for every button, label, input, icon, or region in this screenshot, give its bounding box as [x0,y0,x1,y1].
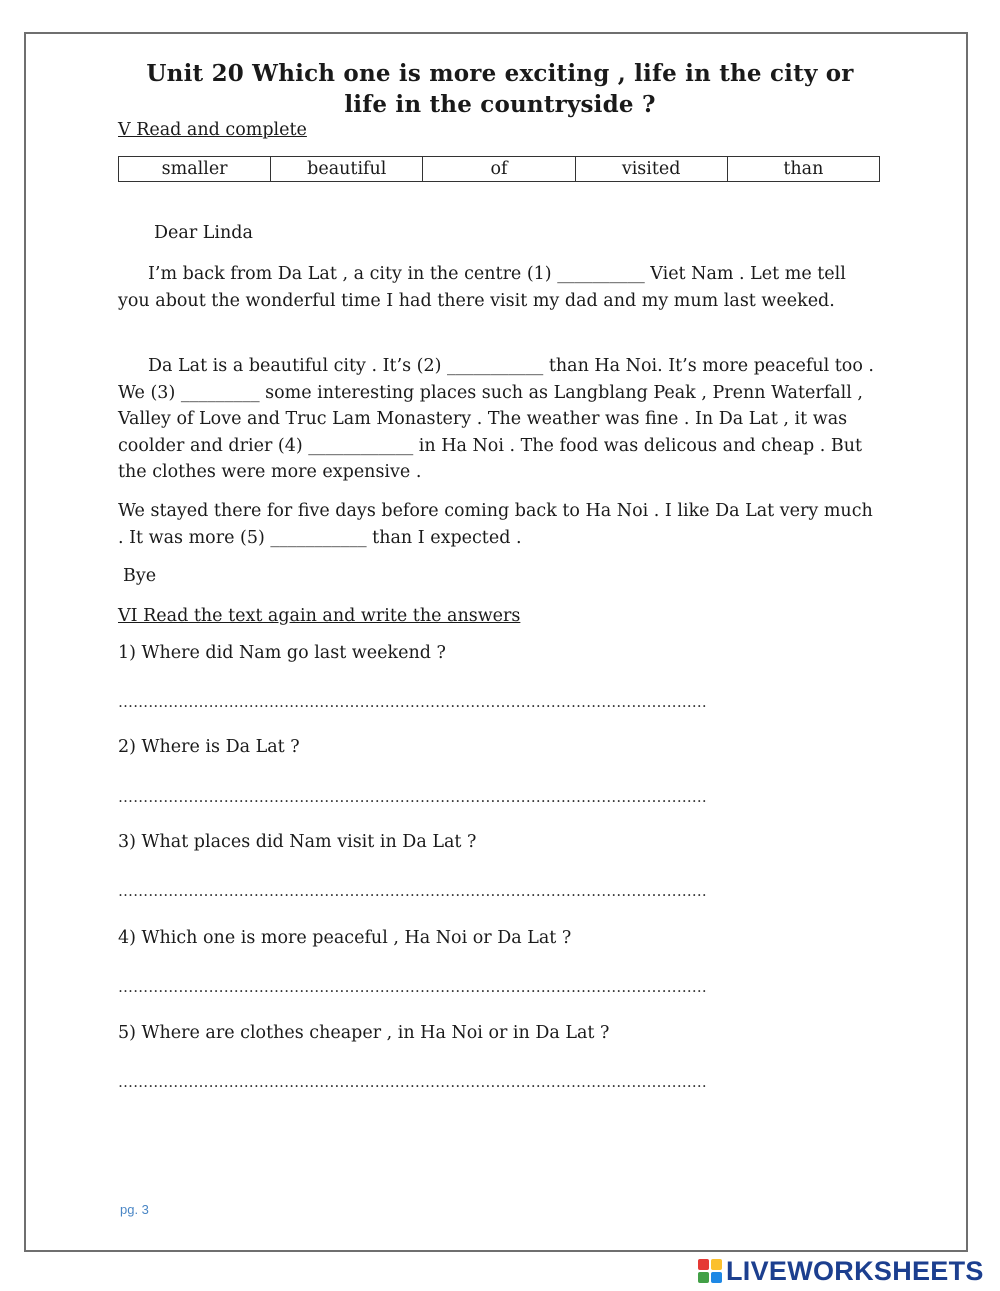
answer-line-4[interactable]: ……………………………………………………………………………………………………… [118,978,707,996]
liveworksheets-brand[interactable] [698,1256,984,1286]
word-box-cell: visited [575,157,727,182]
letter-greeting: Dear Linda [154,223,253,243]
question-2: 2) Where is Da Lat ? [118,737,300,757]
question-1: 1) Where did Nam go last weekend ? [118,643,446,663]
word-box [118,156,880,182]
letter-paragraph-3: We stayed there for five days before coming back to Ha Noi . I like Da Lat very much . It was more (5) ___________ than I expected . [118,501,873,548]
answer-line-3[interactable]: ……………………………………………………………………………………………………… [118,882,707,900]
brand-text: LIVEWORKSHEETS [726,1255,984,1286]
letter-paragraph-1: I’m back from Da Lat , a city in the centre (1) __________ Viet Nam . Let me tell you about the wonderful time I had there visit my dad and my mum last weeked. [118,264,846,311]
title-line-2: life in the countryside ? [344,91,656,118]
word-box-cell: smaller [119,157,271,182]
question-4: 4) Which one is more peaceful , Ha Noi or Da Lat ? [118,928,572,948]
liveworksheets-logo-icon [698,1259,722,1283]
answer-line-5[interactable]: ……………………………………………………………………………………………………… [118,1073,707,1091]
question-3: 3) What places did Nam visit in Da Lat ? [118,832,477,852]
answer-line-1[interactable]: ……………………………………………………………………………………………………… [118,693,707,711]
letter-closing: Bye [123,566,157,586]
page-number: pg. 3 [120,1202,149,1217]
title-line-1: Unit 20 Which one is more exciting , life in the city or [146,60,854,87]
page-frame [24,32,968,1252]
answer-line-2[interactable]: ……………………………………………………………………………………………………… [118,788,707,806]
word-box-cell: of [423,157,575,182]
word-box-cell: beautiful [271,157,423,182]
worksheet-title [100,58,900,120]
question-5: 5) Where are clothes cheaper , in Ha Noi or in Da Lat ? [118,1023,610,1043]
word-box-cell: than [727,157,879,182]
section-5-heading: V Read and complete [118,120,307,140]
section-6-heading: VI Read the text again and write the answers [118,606,521,626]
letter-paragraph-2: Da Lat is a beautiful city . It’s (2) ___________ than Ha Noi. It’s more peaceful too . We (3) _________ some interesting places such as Langblang Peak , Prenn Waterfall , Valley of Love and Truc Lam Monastery . The weather was fine . In Da Lat , it was coolder and drier (4) ____________ in Ha Noi . The food was delicous and cheap . But the clothes were more expensive . [118,356,874,482]
